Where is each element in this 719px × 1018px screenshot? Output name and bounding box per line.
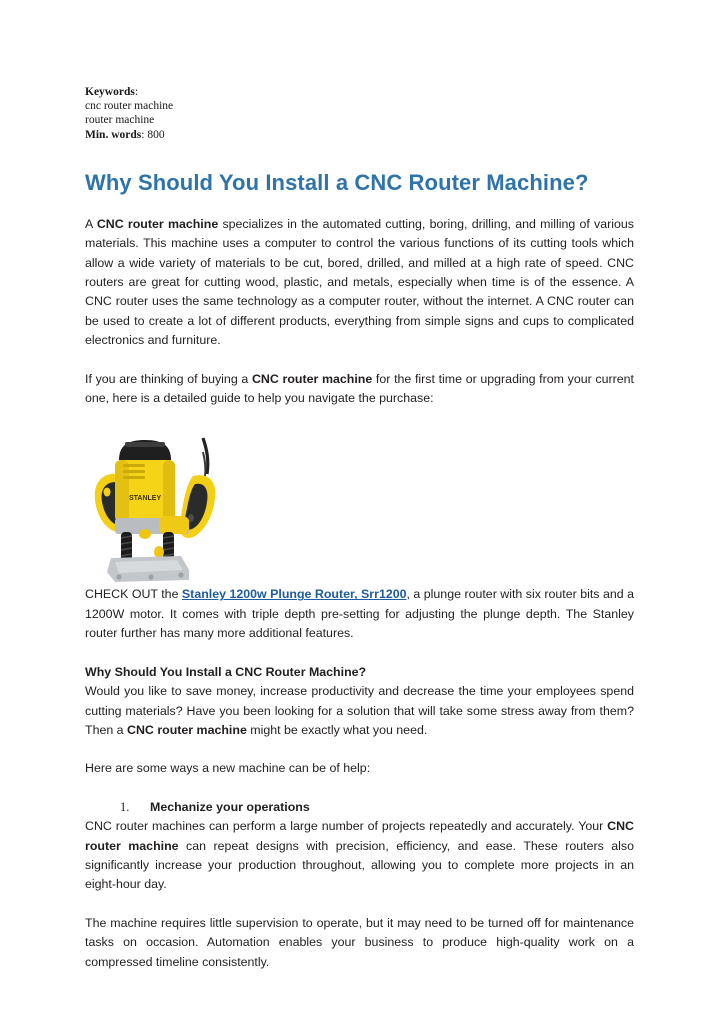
paragraph-4-bold-term: CNC router machine	[127, 722, 247, 737]
paragraph-6-bold-term: CNC router machine	[85, 819, 634, 853]
subheading-why-install: Why Should You Install a CNC Router Machine?	[85, 664, 367, 679]
paragraph-4-part-c: might be exactly what you need.	[246, 722, 428, 737]
paragraph-4	[85, 682, 634, 740]
paragraph-6	[85, 817, 634, 895]
paragraph-2-bold-term: CNC router machine	[251, 371, 373, 386]
list-item-label: Mechanize your operations	[150, 799, 310, 814]
product-link[interactable]: Stanley 1200w Plunge Router, Srr1200	[181, 587, 407, 602]
paragraph-3-part-c: , a plunge router with six router bits and a 1200W motor. It comes with triple depth pre-setting for adjusting the plunge depth. The Stanley router further has many more additional features.	[85, 587, 634, 641]
router-bit-collet	[139, 529, 151, 539]
paragraph-4-part-a: Would you like to save money, increase productivity and decrease the time your employees spend cutting materials? Have you been looking for a solution that will take some stress away from them? Then a	[85, 684, 634, 737]
base-screw-left	[116, 575, 121, 580]
keyword-item-2: router machine	[85, 114, 155, 127]
router-figure	[85, 430, 634, 585]
paragraph-1-part-a: A	[85, 216, 97, 231]
paragraph-2	[85, 370, 634, 409]
router-top-vent	[125, 442, 165, 447]
power-cord-highlight	[203, 452, 205, 476]
paragraph-6-part-c: can repeat designs with precision, efficiency, and ease. These routers also significantly increase your production throughout, allowing you to complete more projects in an eight-hour day.	[85, 838, 634, 892]
keywords-block	[85, 85, 634, 142]
keywords-label: Keywords	[85, 86, 135, 98]
page-title: Why Should You Install a CNC Router Machine?	[85, 169, 589, 195]
document-content	[85, 85, 634, 984]
base-screw-right	[178, 573, 183, 578]
router-vent-3	[123, 476, 145, 479]
min-words-value: 800	[147, 128, 165, 141]
keywords-label-line: Keywords:	[85, 86, 139, 98]
router-collar-knob	[159, 516, 189, 534]
left-handle-button	[104, 488, 111, 497]
router-vent-1	[123, 464, 145, 467]
paragraph-2-part-a: If you are thinking of buying a	[85, 371, 252, 386]
min-words-label: Min. words	[85, 128, 142, 141]
paragraph-1	[85, 215, 634, 351]
router-brand-label: STANLEY	[129, 495, 162, 503]
paragraph-5: Here are some ways a new machine can be of help:	[85, 761, 371, 776]
router-image	[85, 430, 245, 585]
router-body-shadow-right	[163, 460, 175, 522]
paragraph-3-part-a: CHECK OUT the	[85, 587, 182, 602]
list-item-marker: 1.	[120, 799, 130, 814]
keyword-item-1: cnc router machine	[85, 100, 174, 113]
paragraph-6-part-a: CNC router machines can perform a large number of projects repeatedly and accurately. Your	[85, 819, 608, 834]
min-words-line: Min. words: 800	[85, 128, 165, 141]
paragraph-3	[85, 585, 634, 643]
paragraph-1-part-c: specializes in the automated cutting, boring, drilling, and milling of various materials. This machine uses a computer to control the various functions of its cutting tools which allow a wide variety of materials to be cut, bored, drilled, and milled at a high rate of speed. CNC routers are great for cutting wood, plastic, and metals, especially when time is of the essence. A CNC router uses the same technology as a computer router, without the internet. A CNC router can be used to create a lot of different products, everything from simple signs and cups to complicated electronics and furniture.	[85, 216, 634, 348]
router-vent-2	[123, 470, 145, 473]
paragraph-2-part-c: for the first time or upgrading from your current one, here is a detailed guide to help you navigate the purchase:	[85, 371, 634, 406]
base-screw-center	[148, 575, 153, 580]
paragraph-7: The machine requires little supervision to operate, but it may need to be turned off for maintenance tasks on occasion. Automation enables your business to produce high-quality work on a compressed timeline consistently.	[85, 915, 634, 969]
paragraph-1-bold-term: CNC router machine	[96, 216, 219, 231]
router-body-shadow-left	[115, 460, 129, 522]
list-item	[85, 798, 634, 817]
router-depth-knob	[154, 546, 164, 558]
